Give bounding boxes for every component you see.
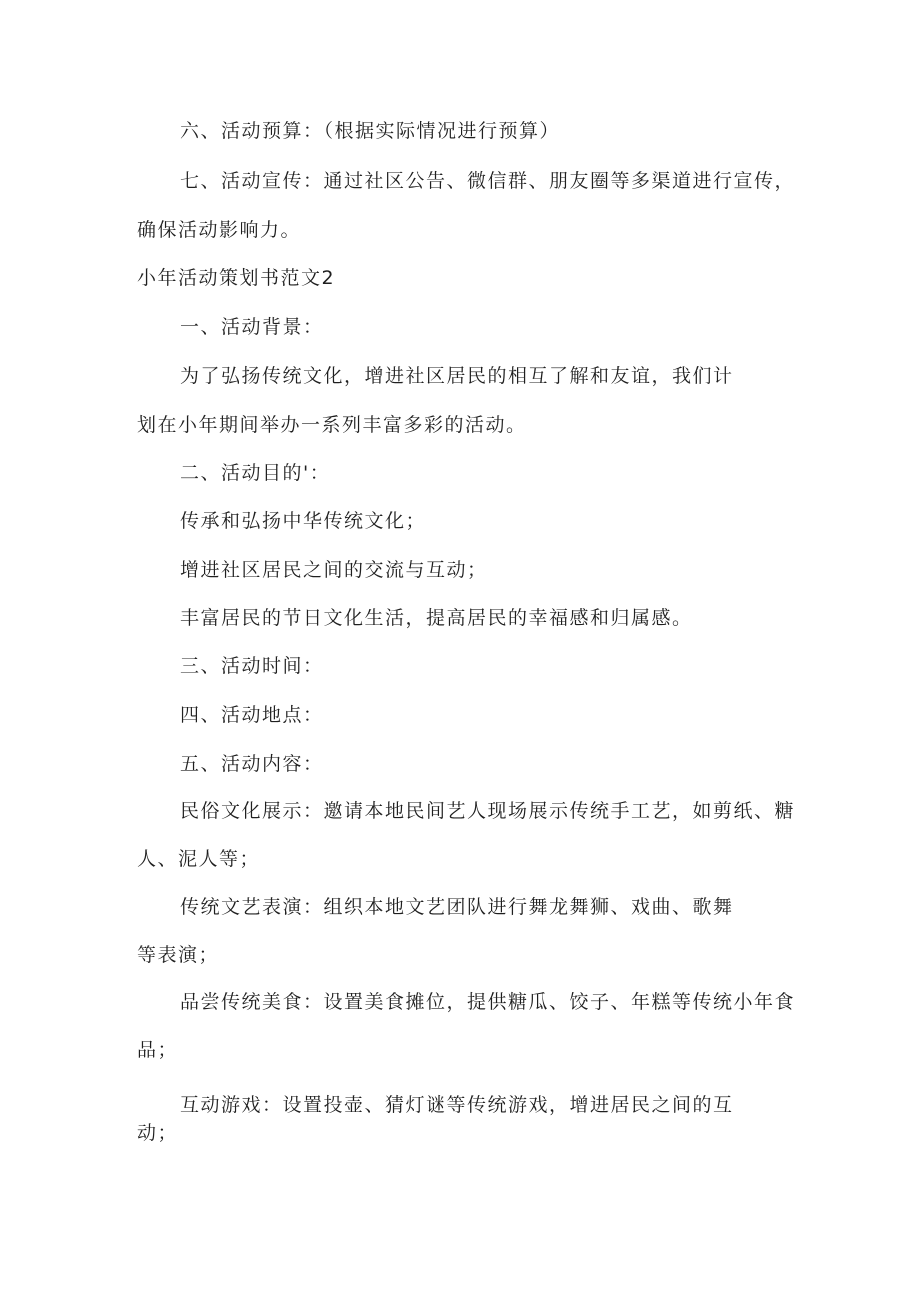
content-item-folk-cont: 人、泥人等； — [137, 848, 261, 870]
section-location: 四、活动地点： — [180, 704, 324, 726]
section-content: 五、活动内容： — [180, 753, 324, 775]
purpose-item-1: 传承和弘扬中华传统文化； — [180, 510, 427, 532]
content-item-games: 互动游戏：设置投壶、猜灯谜等传统游戏，增进居民之间的互 — [180, 1094, 734, 1116]
content-item-folk: 民俗文化展示：邀请本地民间艺人现场展示传统手工艺，如剪纸、糖 — [180, 800, 796, 822]
document-heading: 小年活动策划书范文2 — [137, 267, 336, 289]
section-time: 三、活动时间： — [180, 655, 324, 677]
content-item-food-cont: 品； — [137, 1039, 179, 1061]
content-item-show-cont: 等表演； — [137, 944, 220, 966]
purpose-item-2: 增进社区居民之间的交流与互动； — [180, 559, 488, 581]
section-purpose: 二、活动目的'： — [180, 462, 331, 484]
content-item-food: 品尝传统美食：设置美食摊位，提供糖瓜、饺子、年糕等传统小年食 — [180, 991, 796, 1013]
content-item-games-cont: 动； — [137, 1122, 179, 1144]
background-text-cont: 划在小年期间举办一系列丰富多彩的活动。 — [137, 414, 527, 436]
content-item-show: 传统文艺表演：组织本地文艺团队进行舞龙舞狮、戏曲、歌舞 — [180, 896, 734, 918]
purpose-item-3: 丰富居民的节日文化生活，提高居民的幸福感和归属感。 — [180, 607, 693, 629]
section-budget: 六、活动预算：（根据实际情况进行预算） — [180, 120, 561, 142]
background-text: 为了弘扬传统文化，增进社区居民的相互了解和友谊，我们计 — [180, 365, 734, 387]
section-promotion-cont: 确保活动影响力。 — [137, 219, 302, 241]
section-promotion: 七、活动宣传：通过社区公告、微信群、朋友圈等多渠道进行宣传， — [180, 170, 796, 192]
section-background: 一、活动背景： — [180, 316, 324, 338]
